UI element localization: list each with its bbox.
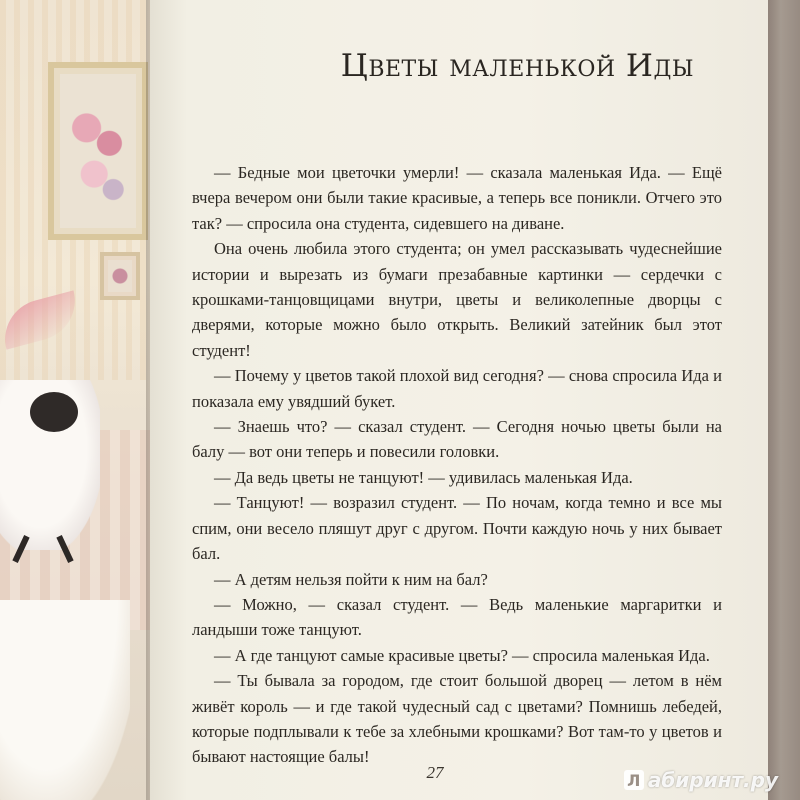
paragraph: — А детям нельзя пойти к ним на бал? [214, 569, 488, 589]
flower-painting-canvas [60, 74, 136, 228]
paragraph: — Знаешь что? — сказал студент. — Сегодня ночью цветы были на балу — вот они теперь и повесили головки. [192, 417, 722, 462]
paragraph: — Бедные мои цветочки умерли! — сказала маленькая Ида. — Ещё вчера вечером они были такие красивые, а теперь все поникли. Отчего это так? — спросила она студента, сидевшего на диване. [192, 163, 722, 233]
illustration-page [0, 0, 160, 800]
page-number: 27 [426, 763, 444, 782]
small-picture-canvas [108, 260, 132, 292]
paragraph: — Ты бывала за городом, где стоит большой дворец — летом в нём живёт король — и где такой чудесный сад с цветами? Помнишь лебедей, которые подплывали к тебе за хлебными крошками? Вот там-то у цветов и бывают настоящие балы! [192, 671, 722, 767]
paragraph: — Да ведь цветы не танцуют! — удивилась маленькая Ида. [214, 467, 633, 487]
chapter-title: Цветы маленькой Иды [340, 48, 694, 84]
paragraph: — Почему у цветов такой плохой вид сегодня? — снова спросила Ида и показала ему увядший букет. [192, 366, 722, 411]
paragraph: — А где танцуют самые красивые цветы? — спросила маленькая Ида. [214, 645, 710, 665]
labirint-logo-icon: Л [624, 770, 644, 790]
small-picture [100, 252, 140, 300]
white-gown [0, 600, 130, 800]
watermark [624, 768, 778, 792]
paragraph: — Танцуют! — возразил студент. — По ночам, когда темно и все мы спим, они весело пляшут друг с другом. Почти каждую ночь у них бывает бал. [192, 493, 722, 564]
flower-painting [48, 62, 148, 240]
paragraph: — Можно, — сказал студент. — Ведь маленькие маргаритки и ландыши тоже танцуют. [192, 594, 722, 640]
watermark-text: абиринт.ру [647, 768, 778, 792]
paragraph: Она очень любила этого студента; он умел рассказывать чудеснейшие истории и вырезать из бумаги презабавные картинки — сердечки с крошками-танцовщицами внутри, цветы и великолепные дворцы с дверями, которые можно было открыть. Великий затейник был этот студент! [192, 239, 722, 360]
story-text [192, 160, 722, 770]
dancing-doll-hair [30, 392, 78, 432]
page-edge [768, 0, 800, 800]
